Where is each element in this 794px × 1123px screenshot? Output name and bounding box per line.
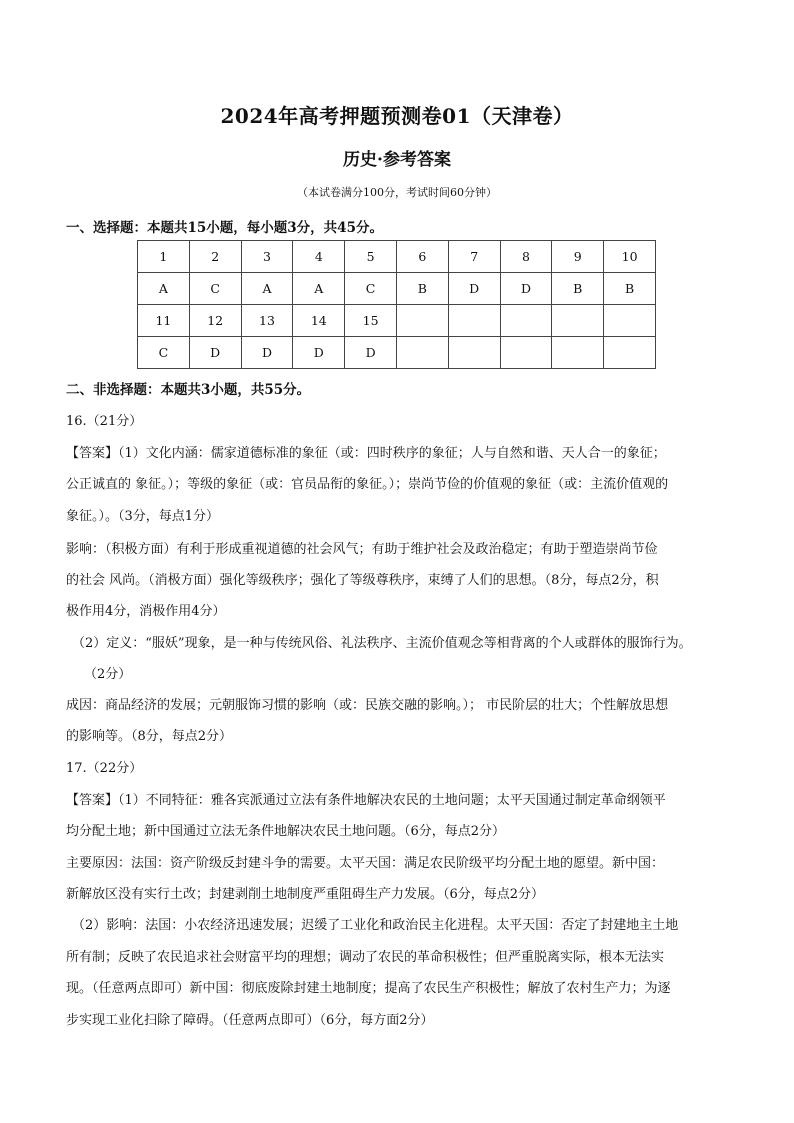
table-cell: D: [293, 337, 345, 369]
table-cell: 9: [552, 241, 604, 273]
table-cell: D: [189, 337, 241, 369]
table-cell: 13: [241, 305, 293, 337]
table-cell: 8: [500, 241, 552, 273]
page-title: 2024年高考押题预测卷01（天津卷）: [220, 104, 574, 128]
table-cell: 15: [345, 305, 397, 337]
q16-line: 【答案】（1）文化内涵：儒家道德标准的象征（或：四时秩序的象征；人与自然和谐、天人合一的象征；: [66, 446, 666, 461]
table-cell: 12: [189, 305, 241, 337]
q16-line: 的影响等。（8分，每点2分）: [66, 729, 233, 744]
table-cell: 5: [345, 241, 397, 273]
table-row: [138, 337, 656, 369]
exam-note: （本试卷满分100分，考试时间60分钟）: [297, 186, 497, 199]
table-cell: 4: [293, 241, 345, 273]
table-row: [138, 241, 656, 273]
table-cell: [396, 337, 448, 369]
table-row: [138, 273, 656, 305]
q17-line: 所有制；反映了农民追求社会财富平均的理想；调动了农民的革命积极性；但严重脱离实际，根本无法实: [66, 950, 665, 965]
table-cell: 10: [604, 241, 656, 273]
section1-heading: 一、选择题：本题共15小题，每小题3分，共45分。: [66, 220, 383, 236]
table-cell: A: [138, 273, 190, 305]
q17-line: 均分配土地；新中国通过立法无条件地解决农民土地问题。（6分，每点2分）: [66, 824, 506, 839]
table-cell: D: [241, 337, 293, 369]
q16-label: 16.（21分）: [66, 414, 143, 429]
table-row: [138, 305, 656, 337]
table-cell: 7: [448, 241, 500, 273]
table-cell: 2: [189, 241, 241, 273]
table-cell: 3: [241, 241, 293, 273]
table-cell: [604, 337, 656, 369]
table-cell: A: [241, 273, 293, 305]
answer-table: [137, 240, 656, 369]
table-cell: D: [448, 273, 500, 305]
table-cell: 6: [396, 241, 448, 273]
table-cell: B: [396, 273, 448, 305]
q16-line: （2）定义：“服妖”现象，是一种与传统风俗、礼法秩序、主流价值观念等相背离的个人或群体的服饰行为。: [72, 636, 692, 651]
q16-line: （2分）: [84, 667, 132, 682]
table-cell: 11: [138, 305, 190, 337]
page-subtitle: 历史·参考答案: [343, 150, 451, 170]
q16-line: 影响：（积极方面）有利于形成重视道德的社会风气；有助于维护社会及政治稳定；有助于塑造崇尚节俭: [66, 542, 658, 557]
table-cell: [448, 305, 500, 337]
q17-line: 现。（任意两点即可）新中国：彻底废除封建土地制度；提高了农民生产积极性；解放了农村生产力；为逐: [66, 981, 671, 996]
q17-label: 17.（22分）: [66, 761, 143, 776]
table-cell: 14: [293, 305, 345, 337]
table-cell: C: [345, 273, 397, 305]
table-cell: [604, 305, 656, 337]
table-cell: [500, 305, 552, 337]
q17-line: 新解放区没有实行土改；封建剥削土地制度严重阻碍生产力发展。（6分，每点2分）: [66, 887, 545, 902]
table-cell: [396, 305, 448, 337]
table-cell: [500, 337, 552, 369]
table-cell: C: [138, 337, 190, 369]
table-cell: B: [552, 273, 604, 305]
q17-line: 主要原因：法国：资产阶级反封建斗争的需要。太平天国：满足农民阶级平均分配土地的愿望。新中国：: [66, 856, 665, 871]
table-cell: D: [345, 337, 397, 369]
q16-line: 公正诚直的 象征。）；等级的象征（或：官员品衔的象征。）；崇尚节俭的价值观的象征（或：主流价值观的: [66, 477, 669, 492]
q16-line: 成因：商品经济的发展；元朝服饰习惯的影响（或：民族交融的影响。）； 市民阶层的壮大；个性解放思想: [66, 698, 669, 713]
q16-line: 象征。）。（3分，每点1分）: [66, 509, 220, 524]
q17-line: 【答案】（1）不同特征：雅各宾派通过立法有条件地解决农民的土地问题；太平天国通过制定革命纲领平: [66, 793, 666, 808]
table-cell: B: [604, 273, 656, 305]
table-cell: D: [500, 273, 552, 305]
table-cell: [552, 305, 604, 337]
table-cell: [552, 337, 604, 369]
q17-line: 步实现工业化扫除了障碍。（任意两点即可）（6分，每方面2分）: [66, 1013, 434, 1028]
table-cell: 1: [138, 241, 190, 273]
section2-heading: 二、非选择题：本题共3小题，共55分。: [66, 382, 311, 398]
table-cell: A: [293, 273, 345, 305]
table-cell: C: [189, 273, 241, 305]
q16-line: 极作用4分，消极作用4分）: [66, 604, 226, 619]
table-cell: [448, 337, 500, 369]
q16-line: 的社会 风尚。（消极方面）强化等级秩序；强化了等级尊秩序，束缚了人们的思想。（8分，每点2分，积: [66, 573, 659, 588]
q17-line: （2）影响：法国：小农经济迅速发展；迟缓了工业化和政治民主化进程。太平天国：否定了封建地主土地: [72, 918, 679, 933]
